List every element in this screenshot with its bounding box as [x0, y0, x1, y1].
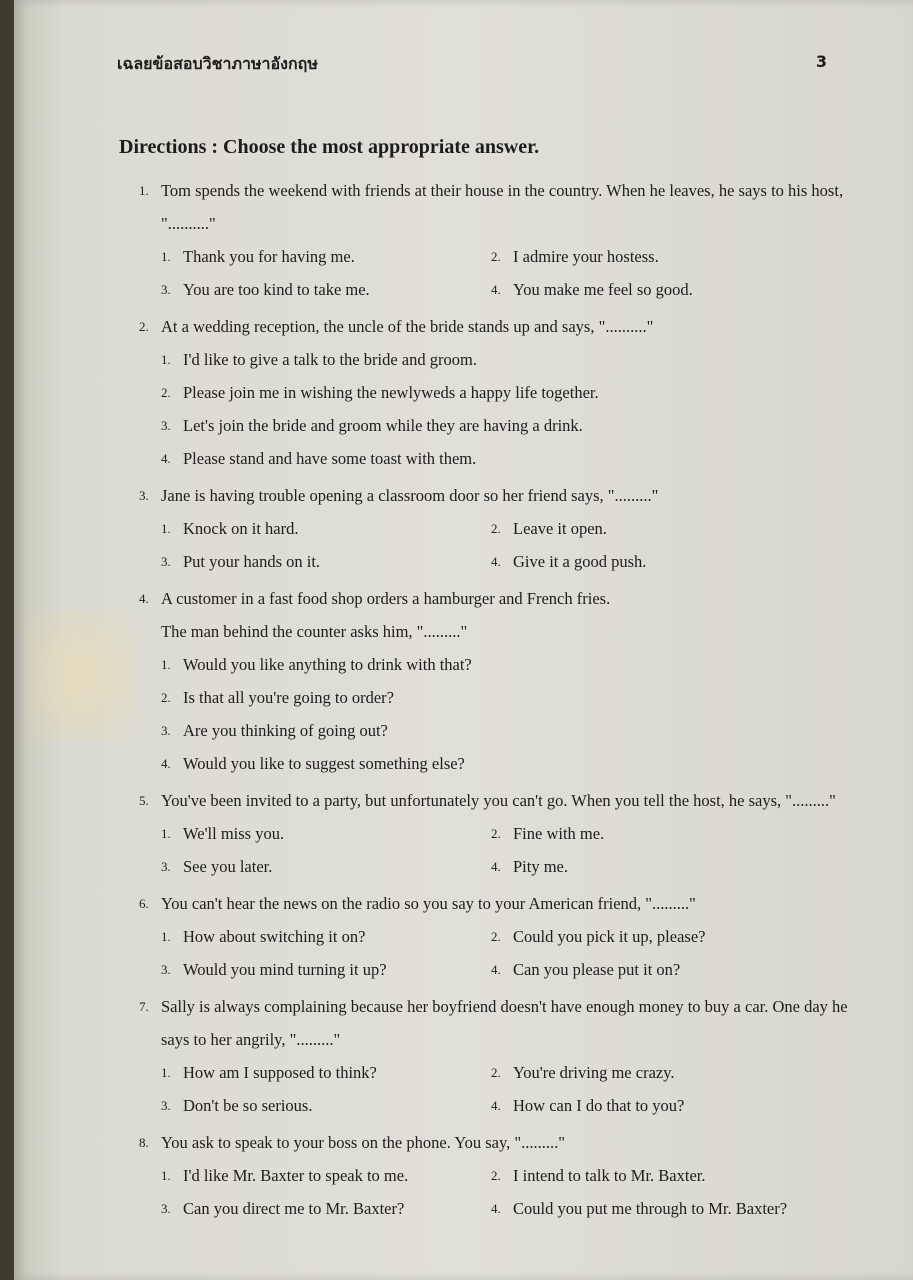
option-number: 2.: [491, 249, 501, 264]
option-text: Thank you for having me.: [183, 247, 355, 266]
option-text: You are too kind to take me.: [183, 280, 370, 299]
answer-option: [161, 714, 859, 747]
question-8: [139, 1126, 859, 1225]
option-number: 4.: [491, 1098, 501, 1113]
question-4: [139, 582, 859, 780]
answer-option: [491, 240, 821, 273]
option-text: Can you please put it on?: [513, 960, 681, 979]
option-text: You're driving me crazy.: [513, 1063, 675, 1082]
question-3: [139, 479, 859, 578]
answer-option: [491, 545, 821, 578]
option-number: 2.: [491, 826, 501, 841]
option-number: 4.: [491, 962, 501, 977]
option-text: How can I do that to you?: [513, 1096, 685, 1115]
header-title: เฉลยข้อสอบวิชาภาษาอังกฤษ: [117, 54, 318, 73]
answer-option: [491, 512, 821, 545]
question-number: 4.: [139, 591, 149, 606]
option-text: Don't be so serious.: [183, 1096, 313, 1115]
question-text: Jane is having trouble opening a classroom door so her friend says, ".........": [161, 486, 659, 505]
option-number: 4.: [491, 554, 501, 569]
answer-option: [491, 1089, 821, 1122]
answer-option: [491, 920, 821, 953]
option-number: 1.: [161, 929, 171, 944]
answer-option: [161, 545, 491, 578]
option-number: 4.: [491, 1201, 501, 1216]
option-text: Could you put me through to Mr. Baxter?: [513, 1199, 788, 1218]
option-text: Could you pick it up, please?: [513, 927, 706, 946]
answer-option: [161, 953, 491, 986]
option-number: 4.: [491, 859, 501, 874]
option-number: 2.: [161, 385, 171, 400]
option-number: 1.: [161, 1065, 171, 1080]
option-text: You make me feel so good.: [513, 280, 693, 299]
option-text: Pity me.: [513, 857, 569, 876]
answer-option: [161, 1192, 491, 1225]
option-text: Can you direct me to Mr. Baxter?: [183, 1199, 405, 1218]
option-text: Would you like to suggest something else?: [183, 754, 465, 773]
option-text: How am I supposed to think?: [183, 1063, 377, 1082]
option-text: How about switching it on?: [183, 927, 366, 946]
option-number: 3.: [161, 282, 171, 297]
option-number: 4.: [491, 282, 501, 297]
option-number: 1.: [161, 521, 171, 536]
question-number: 5.: [139, 793, 149, 808]
option-number: 4.: [161, 451, 171, 466]
question-text: You ask to speak to your boss on the phone. You say, ".........": [161, 1133, 565, 1152]
option-text: Please join me in wishing the newlyweds a happy life together.: [183, 383, 599, 402]
option-text: I admire your hostess.: [513, 247, 659, 266]
option-text: I'd like to give a talk to the bride and groom.: [183, 350, 477, 369]
answer-option: [491, 850, 821, 883]
option-number: 2.: [491, 1168, 501, 1183]
option-number: 3.: [161, 723, 171, 738]
question-number: 2.: [139, 319, 149, 334]
exam-page: [14, 0, 913, 1280]
question-2: [139, 310, 859, 475]
question-5: [139, 784, 859, 883]
option-number: 2.: [491, 1065, 501, 1080]
answer-option: [161, 747, 859, 780]
option-text: Give it a good push.: [513, 552, 647, 571]
answer-option: [491, 273, 821, 306]
option-text: Let's join the bride and groom while they are having a drink.: [183, 416, 583, 435]
option-text: Leave it open.: [513, 519, 607, 538]
option-text: I'd like Mr. Baxter to speak to me.: [183, 1166, 409, 1185]
question-number: 6.: [139, 896, 149, 911]
question-text: Tom spends the weekend with friends at their house in the country. When he leaves, he says to his host, "..........": [161, 181, 844, 233]
option-number: 1.: [161, 826, 171, 841]
answer-option: [491, 1056, 821, 1089]
option-number: 3.: [161, 1098, 171, 1113]
question-text: You've been invited to a party, but unfortunately you can't go. When you tell the host, he says, ".........": [161, 791, 836, 810]
question-number: 3.: [139, 488, 149, 503]
option-number: 1.: [161, 249, 171, 264]
question-number: 7.: [139, 999, 149, 1014]
answer-option: [161, 376, 859, 409]
question-text: You can't hear the news on the radio so you say to your American friend, ".........": [161, 894, 696, 913]
question-text: Sally is always complaining because her boyfriend doesn't have enough money to buy a car. One day he says to her angrily, ".........": [161, 997, 848, 1049]
answer-option: [491, 1159, 821, 1192]
option-text: Put your hands on it.: [183, 552, 321, 571]
page-header: [117, 52, 827, 76]
option-number: 2.: [161, 690, 171, 705]
option-text: I intend to talk to Mr. Baxter.: [513, 1166, 706, 1185]
option-number: 3.: [161, 1201, 171, 1216]
option-text: Would you like anything to drink with that?: [183, 655, 472, 674]
option-number: 3.: [161, 962, 171, 977]
option-text: Would you mind turning it up?: [183, 960, 387, 979]
option-text: Is that all you're going to order?: [183, 688, 394, 707]
answer-option: [161, 648, 859, 681]
option-number: 3.: [161, 418, 171, 433]
option-number: 1.: [161, 657, 171, 672]
answer-option: [161, 1089, 491, 1122]
option-number: 1.: [161, 1168, 171, 1183]
option-text: Are you thinking of going out?: [183, 721, 388, 740]
answer-option: [161, 1159, 491, 1192]
option-number: 2.: [491, 929, 501, 944]
answer-option: [161, 1056, 491, 1089]
answer-option: [161, 681, 859, 714]
option-number: 1.: [161, 352, 171, 367]
question-7: [139, 990, 859, 1122]
question-text: [161, 582, 859, 648]
answer-option: [161, 920, 491, 953]
answer-option: [491, 817, 821, 850]
option-number: 4.: [161, 756, 171, 771]
answer-option: [161, 409, 859, 442]
answer-option: [161, 817, 491, 850]
option-text: We'll miss you.: [183, 824, 285, 843]
question-number: 1.: [139, 183, 149, 198]
question-text-line-2: The man behind the counter asks him, ".........": [161, 622, 468, 641]
answer-option: [161, 273, 491, 306]
option-text: Knock on it hard.: [183, 519, 299, 538]
option-text: Please stand and have some toast with them.: [183, 449, 477, 468]
answer-option: [161, 442, 859, 475]
page-number: 3: [815, 52, 827, 71]
answer-option: [161, 343, 859, 376]
option-text: Fine with me.: [513, 824, 605, 843]
answer-option: [491, 953, 821, 986]
option-number: 3.: [161, 859, 171, 874]
question-text: At a wedding reception, the uncle of the bride stands up and says, "..........": [161, 317, 654, 336]
directions-heading: Directions : Choose the most appropriate answer.: [119, 136, 540, 158]
answer-option: [161, 850, 491, 883]
question-number: 8.: [139, 1135, 149, 1150]
option-number: 3.: [161, 554, 171, 569]
question-6: [139, 887, 859, 986]
answer-option: [161, 240, 491, 273]
option-text: See you later.: [183, 857, 273, 876]
question-list: [139, 174, 859, 1229]
answer-option: [491, 1192, 821, 1225]
answer-option: [161, 512, 491, 545]
question-1: [139, 174, 859, 306]
question-text-line-1: A customer in a fast food shop orders a hamburger and French fries.: [161, 589, 611, 608]
option-number: 2.: [491, 521, 501, 536]
